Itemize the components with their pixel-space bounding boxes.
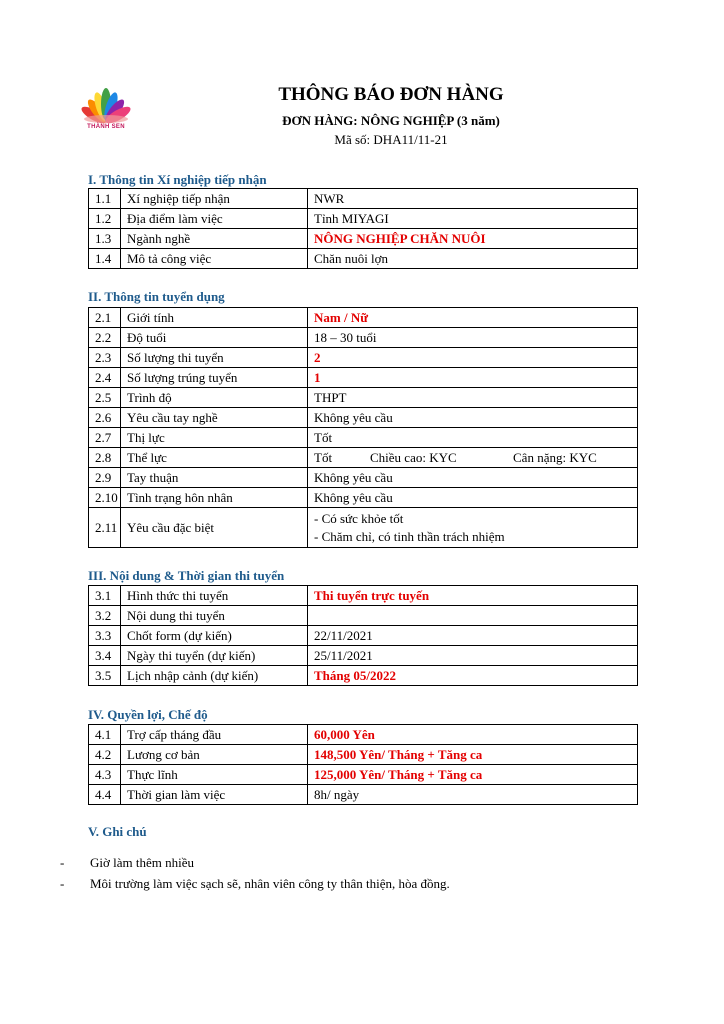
section-2-title: II. Thông tin tuyển dụng	[88, 289, 225, 304]
section-1-table	[88, 188, 638, 269]
document-title: THÔNG BÁO ĐƠN HÀNG	[278, 84, 504, 105]
order-subtitle: ĐƠN HÀNG: NÔNG NGHIỆP (3 năm)	[282, 113, 500, 128]
table-row: 2.8 Thể lực Tốt Chiều cao: KYC Cân nặng: KYC	[89, 448, 638, 468]
table-row: 2.3 Số lượng thi tuyển 2	[89, 348, 638, 368]
section-3-table	[88, 585, 638, 686]
special-requirement-1: - Có sức khỏe tốt	[314, 510, 404, 526]
table-row: 3.3 Chốt form (dự kiến) 22/11/2021	[89, 626, 638, 646]
table-row: 2.10 Tình trạng hôn nhân Không yêu cầu	[89, 488, 638, 508]
special-requirement-2: - Chăm chỉ, có tinh thần trách nhiệm	[314, 528, 505, 544]
table-row: 4.4 Thời gian làm việc 8h/ ngày	[89, 785, 638, 805]
table-row: 3.1 Hình thức thi tuyển Thi tuyển trực tuyến	[89, 586, 638, 606]
table-row: 1.2 Địa điểm làm việc Tỉnh MIYAGI	[89, 209, 638, 229]
section-1-title: I. Thông tin Xí nghiệp tiếp nhận	[88, 172, 267, 187]
height-requirement: Chiều cao: KYC	[370, 449, 457, 465]
table-row: 2.4 Số lượng trúng tuyển 1	[89, 368, 638, 388]
table-row: 2.7 Thị lực Tốt	[89, 428, 638, 448]
table-row: 3.4 Ngày thi tuyển (dự kiến) 25/11/2021	[89, 646, 638, 666]
section-4-title: IV. Quyền lợi, Chế độ	[88, 707, 208, 722]
table-row: 2.1 Giới tính Nam / Nữ	[89, 308, 638, 328]
section-2-table	[88, 307, 638, 548]
table-row: 2.2 Độ tuổi 18 – 30 tuổi	[89, 328, 638, 348]
table-row: 2.5 Trình độ THPT	[89, 388, 638, 408]
order-code: Mã số: DHA11/11-21	[334, 132, 448, 147]
table-row: 1.1 Xí nghiệp tiếp nhận NWR	[89, 189, 638, 209]
industry-value: NÔNG NGHIỆP CHĂN NUÔI	[308, 229, 638, 249]
table-row: 1.4 Mô tả công việc Chăn nuôi lợn	[89, 249, 638, 269]
section-3-title: III. Nội dung & Thời gian thi tuyển	[88, 568, 285, 583]
table-row: 3.2 Nội dung thi tuyển	[89, 606, 638, 626]
table-row: 4.1 Trợ cấp tháng đầu 60,000 Yên	[89, 725, 638, 745]
weight-requirement: Cân nặng: KYC	[513, 449, 597, 465]
section-5-title: V. Ghi chú	[88, 824, 147, 839]
table-row: 4.3 Thực lĩnh 125,000 Yên/ Tháng + Tăng ca	[89, 765, 638, 785]
list-item: - Giờ làm thêm nhiều	[60, 855, 194, 870]
notes-list	[60, 852, 450, 894]
table-row: 2.11 Yêu cầu đặc biệt - Có sức khỏe tốt - Chăm chỉ, có tinh thần trách nhiệm	[89, 508, 638, 548]
section-4-table	[88, 724, 638, 805]
table-row: 1.3 Ngành nghề NÔNG NGHIỆP CHĂN NUÔI	[89, 229, 638, 249]
logo-brand-text: THÀNH SEN	[87, 124, 125, 130]
table-row: 4.2 Lương cơ bản 148,500 Yên/ Tháng + Tăng ca	[89, 745, 638, 765]
list-item: - Môi trường làm việc sạch sẽ, nhân viên công ty thân thiện, hòa đồng.	[60, 876, 450, 891]
table-row: 2.6 Yêu cầu tay nghề Không yêu cầu	[89, 408, 638, 428]
table-row: 2.9 Tay thuận Không yêu cầu	[89, 468, 638, 488]
table-row: 3.5 Lịch nhập cảnh (dự kiến) Tháng 05/2022	[89, 666, 638, 686]
